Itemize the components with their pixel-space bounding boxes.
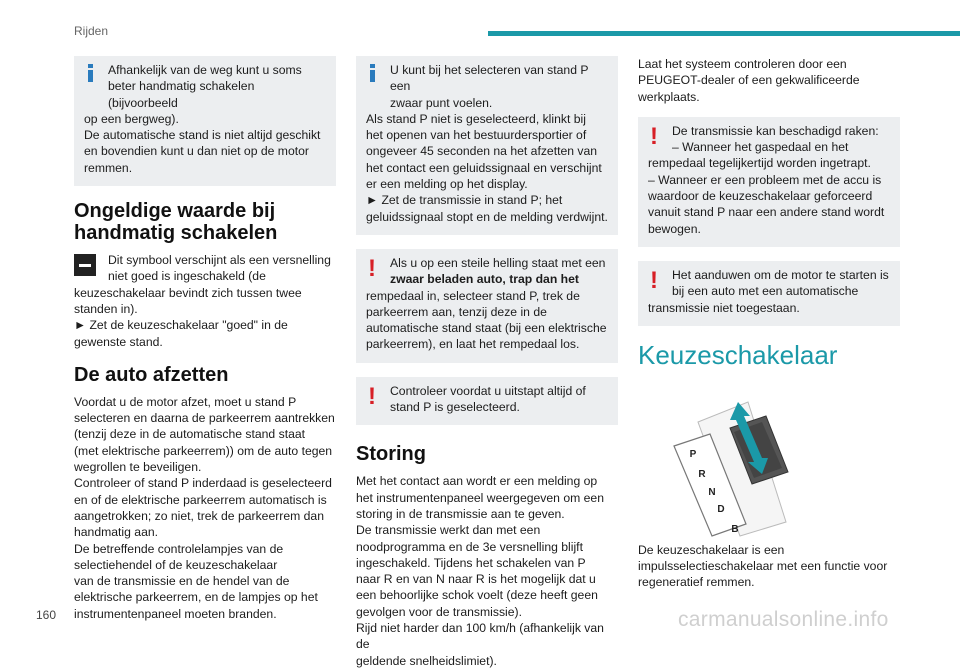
page-number: 160 (36, 608, 57, 622)
info-box (356, 56, 618, 235)
text-line: instrumentenpaneel moeten branden. (74, 606, 277, 621)
text-line: ► Zet de keuzeschakelaar "goed" in de (74, 318, 288, 333)
text-line: De betreffende controlelampjes van de (74, 541, 284, 556)
text-line: en bovendien kunt u dan niet op de motor (84, 144, 309, 159)
column-2 (356, 56, 618, 669)
text-line: De transmissie werkt dan met een (356, 523, 541, 538)
text-line: er een melding op het display. (366, 177, 528, 192)
exclamation-icon: ! (650, 122, 658, 150)
text-line: het openen van het bestuurdersportier of (366, 128, 587, 143)
text-line: wegrollen te beveiligen. (74, 460, 202, 475)
column-3 (638, 56, 900, 591)
text-line: rempedaal tegelijkertijd worden ingetrapt. (648, 156, 871, 171)
text-line: Afhankelijk van de weg kunt u soms (108, 63, 302, 77)
warning-box (638, 261, 900, 326)
text-line: noodprogramma en de 3e versnelling blijft (356, 539, 583, 554)
text-line: Het aanduwen om de motor te starten is (672, 267, 889, 282)
text-line: werkplaats. (638, 89, 700, 104)
section-heading: Ongeldige waarde bij handmatig schakelen (74, 200, 278, 245)
info-box (74, 56, 336, 186)
text-line: handmatig aan. (74, 525, 159, 540)
info-icon (86, 64, 96, 82)
gear-letter: P (689, 448, 697, 460)
text-line: geldende snelheidslimiet). (356, 653, 497, 668)
text-line: het contact een geluidssignaal en verschijnt (366, 160, 602, 175)
gear-letter: B (731, 523, 739, 535)
text-line: selectiehendel of de keuzeschakelaar (74, 557, 278, 572)
gear-selector-illustration (638, 394, 900, 536)
text-line: (met elektrische parkeerrem)) om de auto tegen (74, 443, 333, 458)
text-line: bij een auto met een automatische (672, 284, 859, 299)
text-line: aangetrokken; zo niet, trek de parkeerrem dan (74, 508, 324, 523)
gear-selector-drawing (638, 394, 900, 536)
gear-letter: D (717, 503, 725, 515)
text-line: remmen. (84, 160, 133, 175)
text-line: De keuzeschakelaar is een (638, 542, 785, 557)
text-line: geluidssignaal stopt en de melding verdwijnt. (366, 209, 608, 224)
text-line: elektrische parkeerrem, en de lampjes op het (74, 590, 318, 605)
gear-letter: N (708, 486, 716, 498)
paragraph (356, 473, 618, 669)
text-line: naar R en van N naar R is het mogelijk dat u (356, 572, 596, 587)
info-icon (368, 64, 378, 82)
text-line: Laat het systeem controleren door een (638, 57, 847, 71)
text-line: van de transmissie en de hendel van de (74, 574, 290, 589)
text-line: ingeschakeld. Tijdens het schakelen van P (356, 555, 586, 570)
text-line: Controleer voordat u uitstapt altijd of (390, 383, 586, 398)
text-line: (tenzij deze in de automatische stand staat (74, 427, 306, 442)
section-heading: De auto afzetten (74, 363, 229, 386)
exclamation-icon: ! (650, 266, 658, 294)
text-line: bewogen. (648, 221, 701, 236)
text-line: standen in). (74, 301, 138, 316)
text-line: gewenste stand. (74, 334, 163, 349)
text-line: transmissie niet toegestaan. (648, 300, 800, 315)
text-line: Voordat u de motor afzet, moet u stand P (74, 394, 297, 409)
text-line: – Wanneer het gaspedaal en het (672, 140, 849, 155)
text-line: keuzeschakelaar bevindt zich tussen twee (74, 285, 302, 300)
paragraph (638, 542, 900, 591)
text-line: ongeveer 45 seconden na het afzetten van (366, 144, 598, 159)
intro-paragraph (638, 56, 900, 105)
text-line: Controleer of stand P inderdaad is geselecteerd (74, 476, 332, 491)
minus-symbol-icon (74, 254, 96, 276)
text-line: De transmissie kan beschadigd raken: (672, 123, 879, 138)
text-line: selecteren en daarna de parkeerrem aantrekken (74, 411, 335, 426)
exclamation-icon: ! (368, 382, 376, 410)
text-line: het instrumentenpaneel weergegeven om een (356, 490, 604, 505)
text-line: rempedaal in, selecteer stand P, trek de (366, 288, 580, 303)
header-accent-bar (488, 31, 960, 36)
header-title: Rijden (74, 24, 109, 38)
text-line: gevolgen voor de transmissie). (356, 604, 522, 619)
text-line: ► Zet de transmissie in stand P; het (366, 193, 563, 208)
text-line: waardoor de keuzeschakelaar geforceerd (648, 189, 873, 204)
text-line: storing in de transmissie aan te geven. (356, 506, 565, 521)
text-line: regeneratief remmen. (638, 575, 755, 590)
text-line: Als u op een steile helling staat met een (390, 255, 606, 270)
text-line: een behoorlijke schok voelt (deze heeft geen (356, 588, 598, 603)
warning-box (356, 249, 618, 363)
text-line: PEUGEOT-dealer of een gekwalificeerde (638, 73, 860, 88)
text-line: Met het contact aan wordt er een melding op (356, 474, 598, 489)
gear-letter: R (698, 468, 706, 480)
paragraph (74, 394, 336, 622)
text-line: – Wanneer er een probleem met de accu is (648, 172, 882, 187)
text-line: impulsselectieschakelaar met een functie voor (638, 559, 888, 574)
text-line: parkeerrem), en laat het rempedaal los. (366, 337, 580, 352)
text-line: U kunt bij het selecteren van stand P een (390, 63, 589, 94)
text-line: op een bergweg). (84, 111, 179, 126)
column-1 (74, 56, 336, 622)
text-line: stand P is geselecteerd. (390, 400, 520, 415)
text-line: en of de elektrische parkeerrem automatisch is (74, 492, 327, 507)
text-line: Rijd niet harder dan 100 km/h (afhankelijk van de (356, 621, 604, 652)
text-line: De automatische stand is niet altijd geschikt (84, 128, 321, 143)
text-line: niet goed is ingeschakeld (de (108, 269, 266, 284)
text-line: automatische stand staat (bij een elektrische (366, 321, 607, 336)
section-heading: Storing (356, 443, 426, 466)
text-line: vanuit stand P naar een andere stand wordt (648, 205, 885, 220)
symbol-paragraph (74, 252, 336, 350)
text-line: zwaar punt voelen. (390, 95, 493, 110)
watermark: carmanualsonline.info (678, 608, 889, 631)
section-heading: Keuzeschakelaar (638, 339, 838, 370)
exclamation-icon: ! (368, 254, 376, 282)
warning-box (356, 377, 618, 426)
text-line: beter handmatig schakelen (bijvoorbeeld (108, 79, 255, 110)
text-line: Dit symbool verschijnt als een versnelling (108, 253, 331, 268)
warning-box (638, 117, 900, 247)
text-line: parkeerrem aan, tenzij deze in de (366, 304, 547, 319)
text-line: Als stand P niet is geselecteerd, klinkt bij (366, 111, 586, 126)
text-line: zwaar beladen auto, trap dan het (390, 272, 579, 287)
